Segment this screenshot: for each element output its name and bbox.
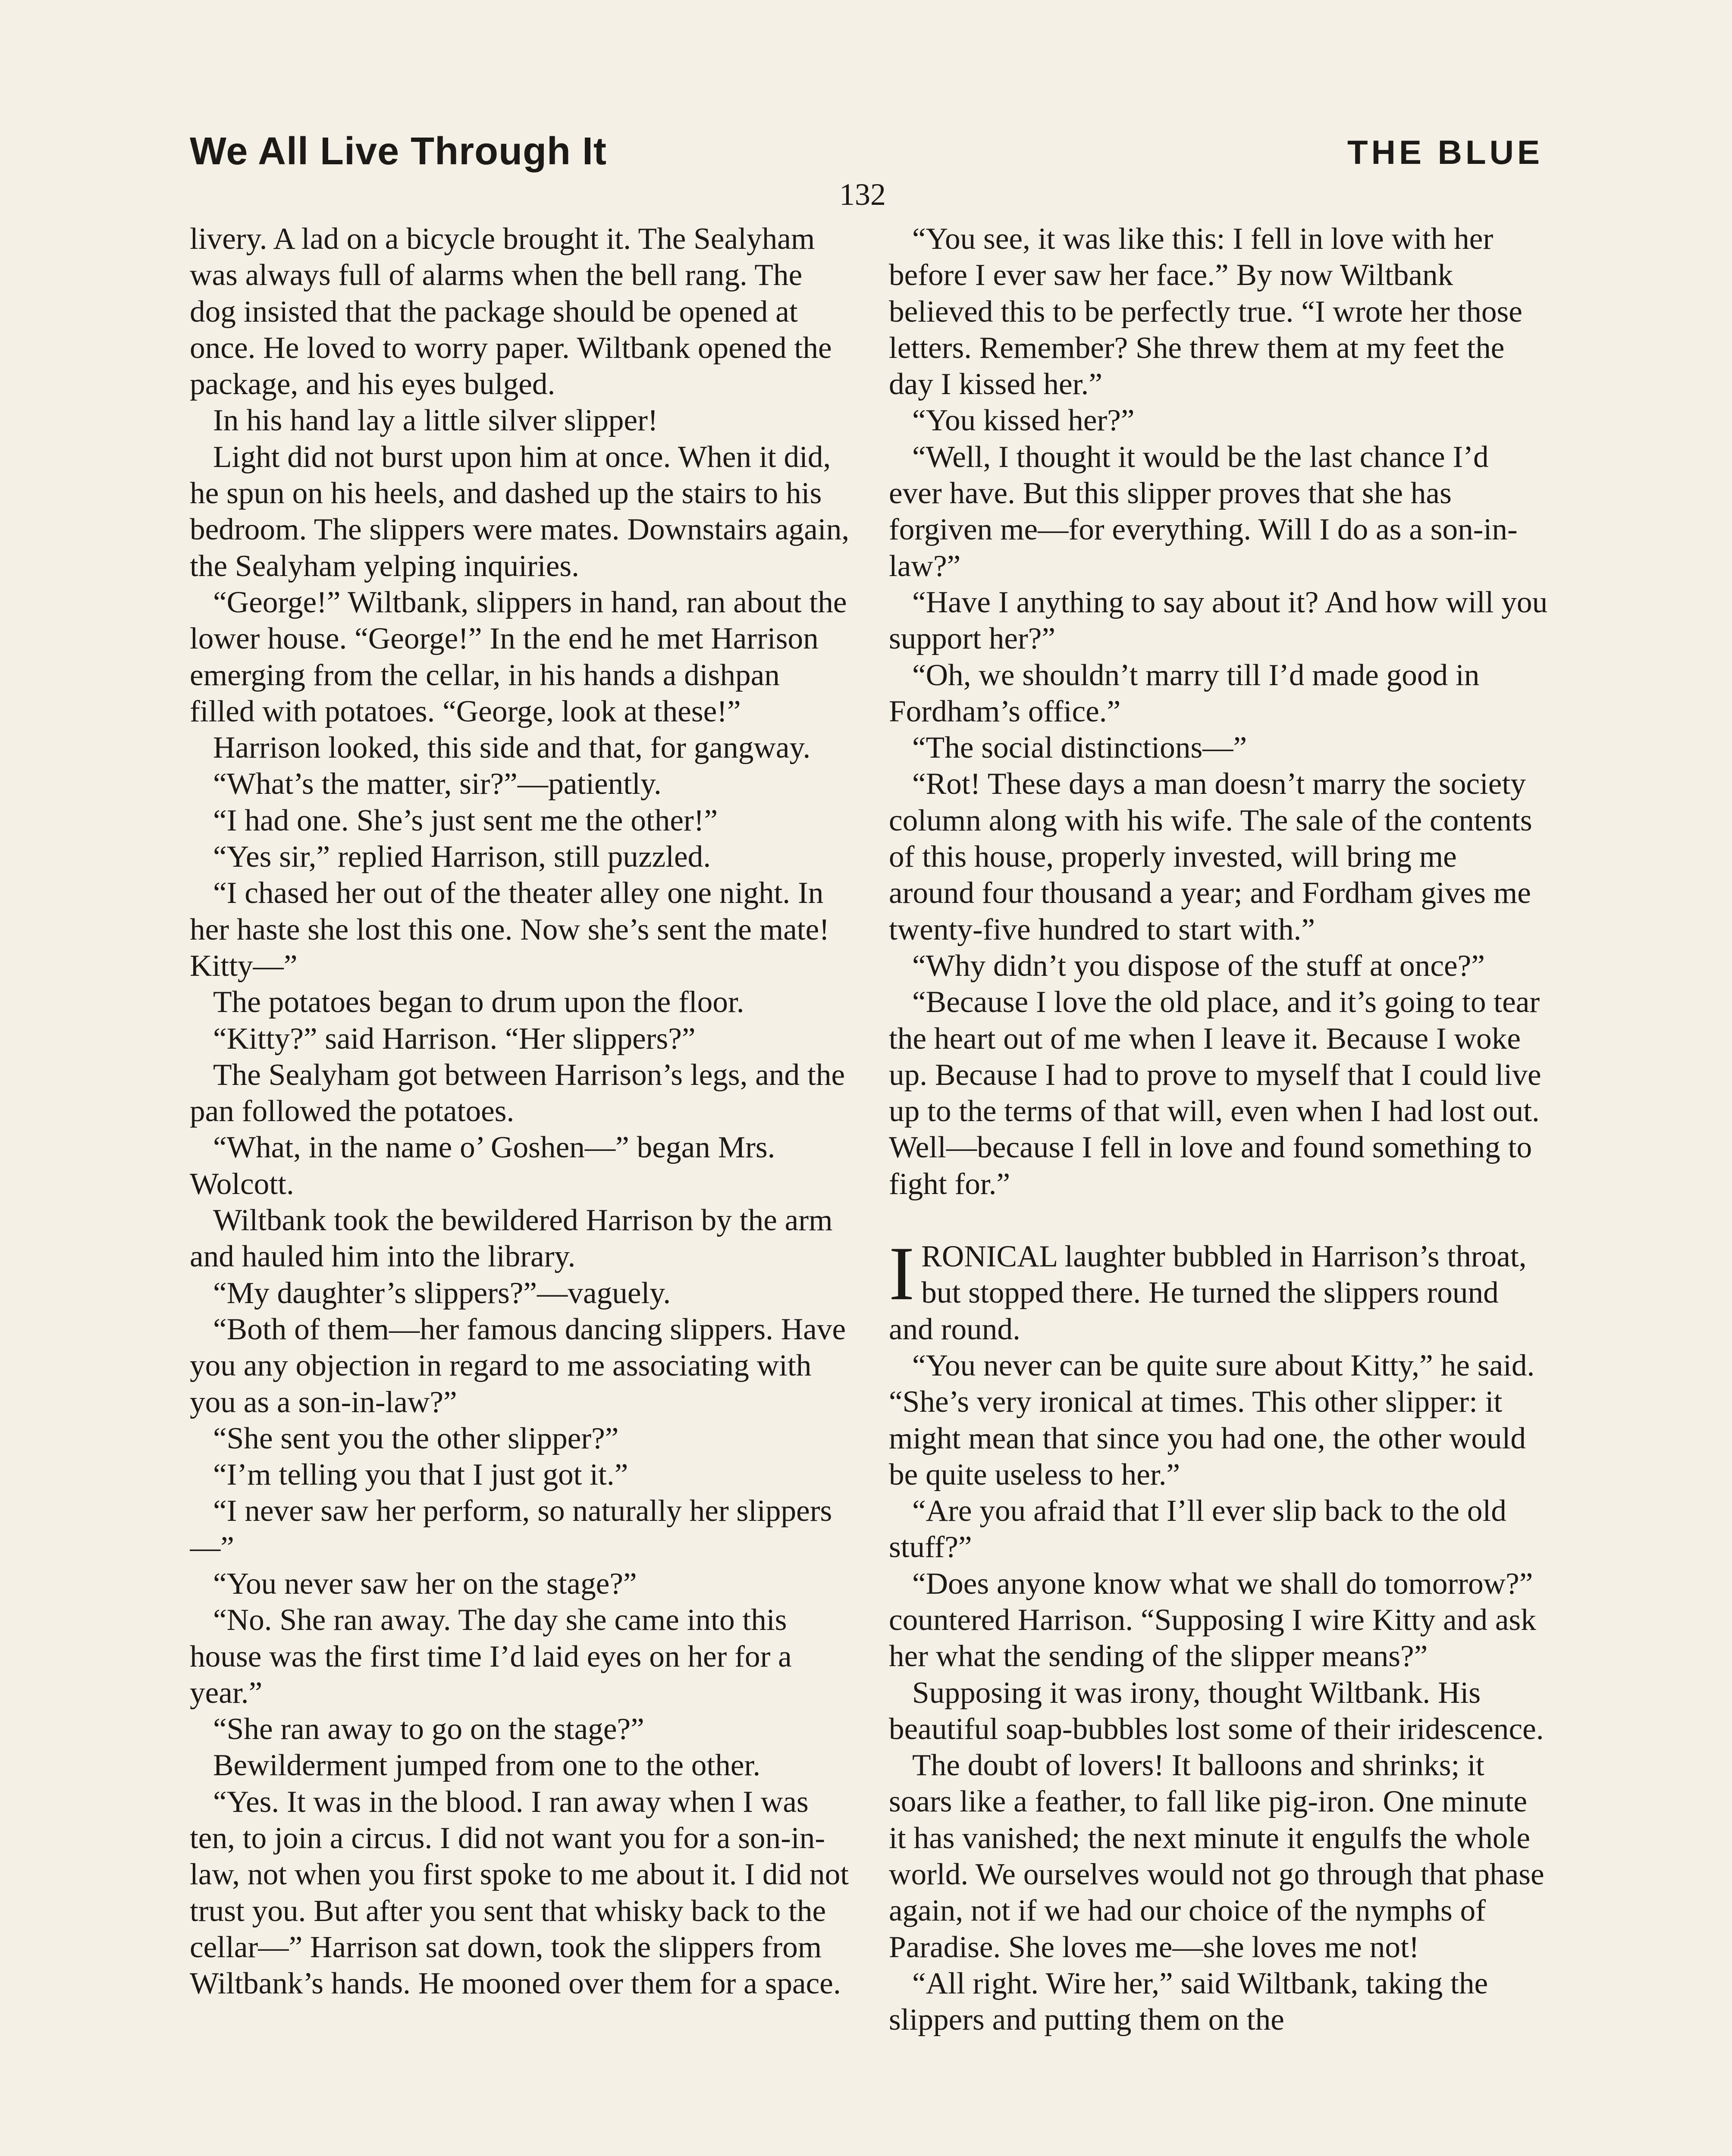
- paragraph: “She ran away to go on the stage?”: [213, 1712, 644, 1746]
- paragraph: “What’s the matter, sir?”—patiently.: [213, 767, 662, 801]
- paragraph: “You never saw her on the stage?”: [213, 1566, 637, 1601]
- left-column: [190, 221, 850, 2156]
- paragraph: “Yes sir,” replied Harrison, still puzzled.: [213, 840, 711, 874]
- paragraph: “All right. Wire her,” said Wiltbank, taking the slippers and putting them on the: [889, 1966, 1488, 2037]
- paragraph: “What, in the name o’ Goshen—” began Mrs. Wolcott.: [190, 1130, 775, 1201]
- paragraph: The doubt of lovers! It balloons and shrinks; it soars like a feather, to fall like pig-iron. One minute it has vanished; the next minute it engulfs the whole world. We ourselves would not go through that phase again, not if we had our choice of the nymphs of Paradise. She loves me—she loves me not!: [889, 1748, 1544, 1964]
- paragraph: “Have I anything to say about it? And how will you support her?”: [889, 585, 1548, 656]
- page-number: 132: [839, 177, 886, 212]
- right-column: [889, 221, 1549, 2156]
- paragraph: “Well, I thought it would be the last chance I’d ever have. But this slipper proves that she has forgiven me—for everything. Will I do as a son-in-law?”: [889, 439, 1518, 583]
- paragraph: “You see, it was like this: I fell in love with her before I ever saw her face.” By now Wiltbank believed this to be perfectly true. “I wrote her those letters. Remember? She threw them at my feet the day I kissed her.”: [889, 222, 1522, 401]
- paragraph: “Are you afraid that I’ll ever slip back to the old stuff?”: [889, 1494, 1506, 1564]
- paragraph: “You never can be quite sure about Kitty,” he said. “She’s very ironical at times. This other slipper: it might mean that since you had one, the other would be quite useless to her.”: [889, 1348, 1535, 1492]
- paragraph: Harrison looked, this side and that, for gangway.: [213, 730, 811, 765]
- paragraph: “Does anyone know what we shall do tomorrow?” countered Harrison. “Supposing I wire Kitty and ask her what the sending of the slipper means?”: [889, 1566, 1536, 1673]
- paragraph: “Kitty?” said Harrison. “Her slippers?”: [213, 1021, 696, 1056]
- paragraph: livery. A lad on a bicycle brought it. The Sealyham was always full of alarms when the bell rang. The dog insisted that the package should be opened at once. He loved to worry paper. Wiltbank opened the package, and his eyes bulged.: [190, 222, 832, 401]
- paragraph: “I never saw her perform, so naturally her slippers—”: [190, 1494, 832, 1564]
- paragraph: “George!” Wiltbank, slippers in hand, ran about the lower house. “George!” In the end he met Harrison emerging from the cellar, in his hands a dishpan filled with potatoes. “George, look at these!”: [190, 585, 847, 728]
- paragraph: In his hand lay a little silver slipper!: [213, 403, 658, 438]
- magazine-name: THE BLUE: [1347, 133, 1543, 171]
- paragraph: “No. She ran away. The day she came into this house was the first time I’d laid eyes on her for a year.”: [190, 1603, 792, 1710]
- paragraph: “You kissed her?”: [912, 403, 1135, 438]
- section-opening-text: RONICAL laughter bubbled in Harrison’s throat, but stopped there. He turned the slippers round and round.: [889, 1239, 1527, 1346]
- paragraph: “The social distinctions—”: [912, 730, 1247, 765]
- paragraph: Bewilderment jumped from one to the other.: [213, 1748, 761, 1783]
- paragraph: “I chased her out of the theater alley one night. In her haste she lost this one. Now she’s sent the mate! Kitty—”: [190, 876, 830, 983]
- paragraph: “I’m telling you that I just got it.”: [213, 1457, 628, 1492]
- paragraph: Wiltbank took the bewildered Harrison by the arm and hauled him into the library.: [190, 1203, 833, 1274]
- paragraph: Light did not burst upon him at once. When it did, he spun on his heels, and dashed up the stairs to his bedroom. The slippers were mates. Downstairs again, the Sealyham yelping inquiries.: [190, 439, 850, 583]
- paragraph: “Why didn’t you dispose of the stuff at once?”: [912, 948, 1485, 983]
- paragraph: Supposing it was irony, thought Wiltbank. His beautiful soap-bubbles lost some of their iridescence.: [889, 1675, 1544, 1746]
- paragraph: “My daughter’s slippers?”—vaguely.: [213, 1275, 671, 1310]
- paragraph: “She sent you the other slipper?”: [213, 1421, 619, 1455]
- paragraph: The Sealyham got between Harrison’s legs, and the pan followed the potatoes.: [190, 1057, 845, 1128]
- section-opening-paragraph: [889, 1231, 1549, 1348]
- story-title: We All Live Through It: [190, 130, 607, 173]
- paragraph: “Oh, we shouldn’t marry till I’d made good in Fordham’s office.”: [889, 658, 1480, 728]
- paragraph: “Both of them—her famous dancing slippers. Have you any objection in regard to me associating with you as a son-in-law?”: [190, 1312, 846, 1419]
- paragraph: “Yes. It was in the blood. I ran away when I was ten, to join a circus. I did not want you for a son-in-law, not when you first spoke to me about it. I did not trust you. But after you sent that whisky back to the cellar—” Harrison sat down, took the slippers from Wiltbank’s hands. He mooned over them for a space.: [190, 1784, 849, 2001]
- paragraph: The potatoes began to drum upon the floor.: [213, 985, 744, 1019]
- drop-cap: I: [889, 1231, 915, 1316]
- paragraph: “I had one. She’s just sent me the other!”: [213, 803, 718, 837]
- paragraph: “Because I love the old place, and it’s going to tear the heart out of me when I leave it. Because I woke up. Because I had to prove to myself that I could live up to the terms of that will, even when I had lost out. Well—because I fell in love and found something to fight for.”: [889, 985, 1541, 1201]
- paragraph: “Rot! These days a man doesn’t marry the society column along with his wife. The sale of the contents of this house, properly invested, will bring me around four thousand a year; and Fordham gives me twenty-five hundred to start with.”: [889, 767, 1532, 946]
